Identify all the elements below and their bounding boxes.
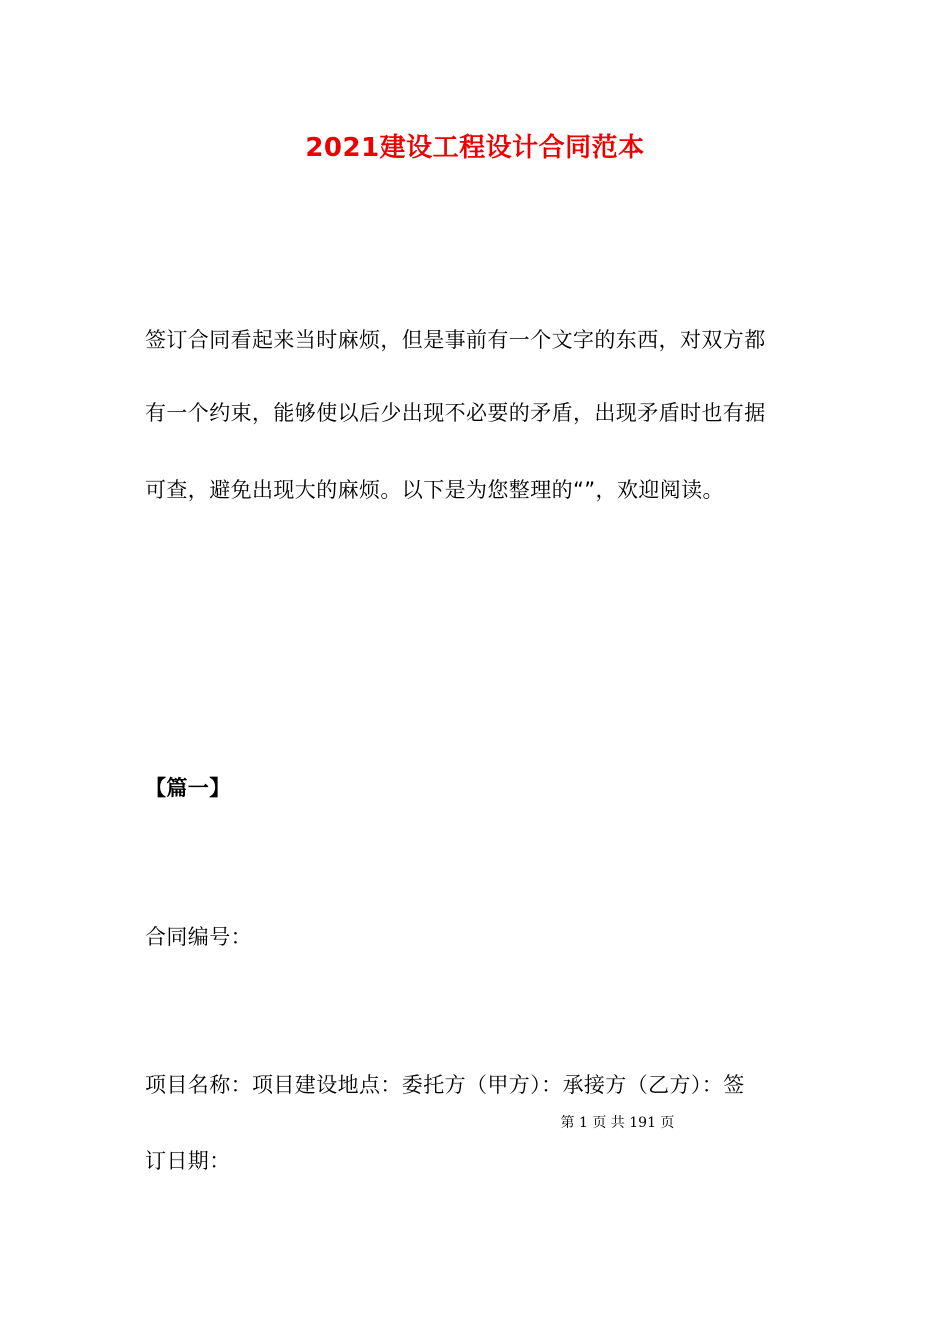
contract-fields-line-continued: 订日期： [145,1149,231,1173]
intro-line-3: 可查，避免出现大的麻烦。以下是为您整理的“”，欢迎阅读。 [145,478,724,502]
intro-line-2: 有一个约束，能够使以后少出现不必要的矛盾，出现矛盾时也有据 [145,401,766,425]
intro-line-1: 签订合同看起来当时麻烦，但是事前有一个文字的东西，对双方都 [145,328,766,352]
page-footer: 第 1 页 共 191 页 [560,1115,675,1131]
contract-fields-line: 项目名称：项目建设地点：委托方（甲方）：承接方（乙方）：签 [145,1073,745,1097]
contract-number-label: 合同编号： [145,925,252,949]
document-title: 2021建设工程设计合同范本 [305,133,645,163]
section-heading: 【篇一】 [145,776,231,800]
